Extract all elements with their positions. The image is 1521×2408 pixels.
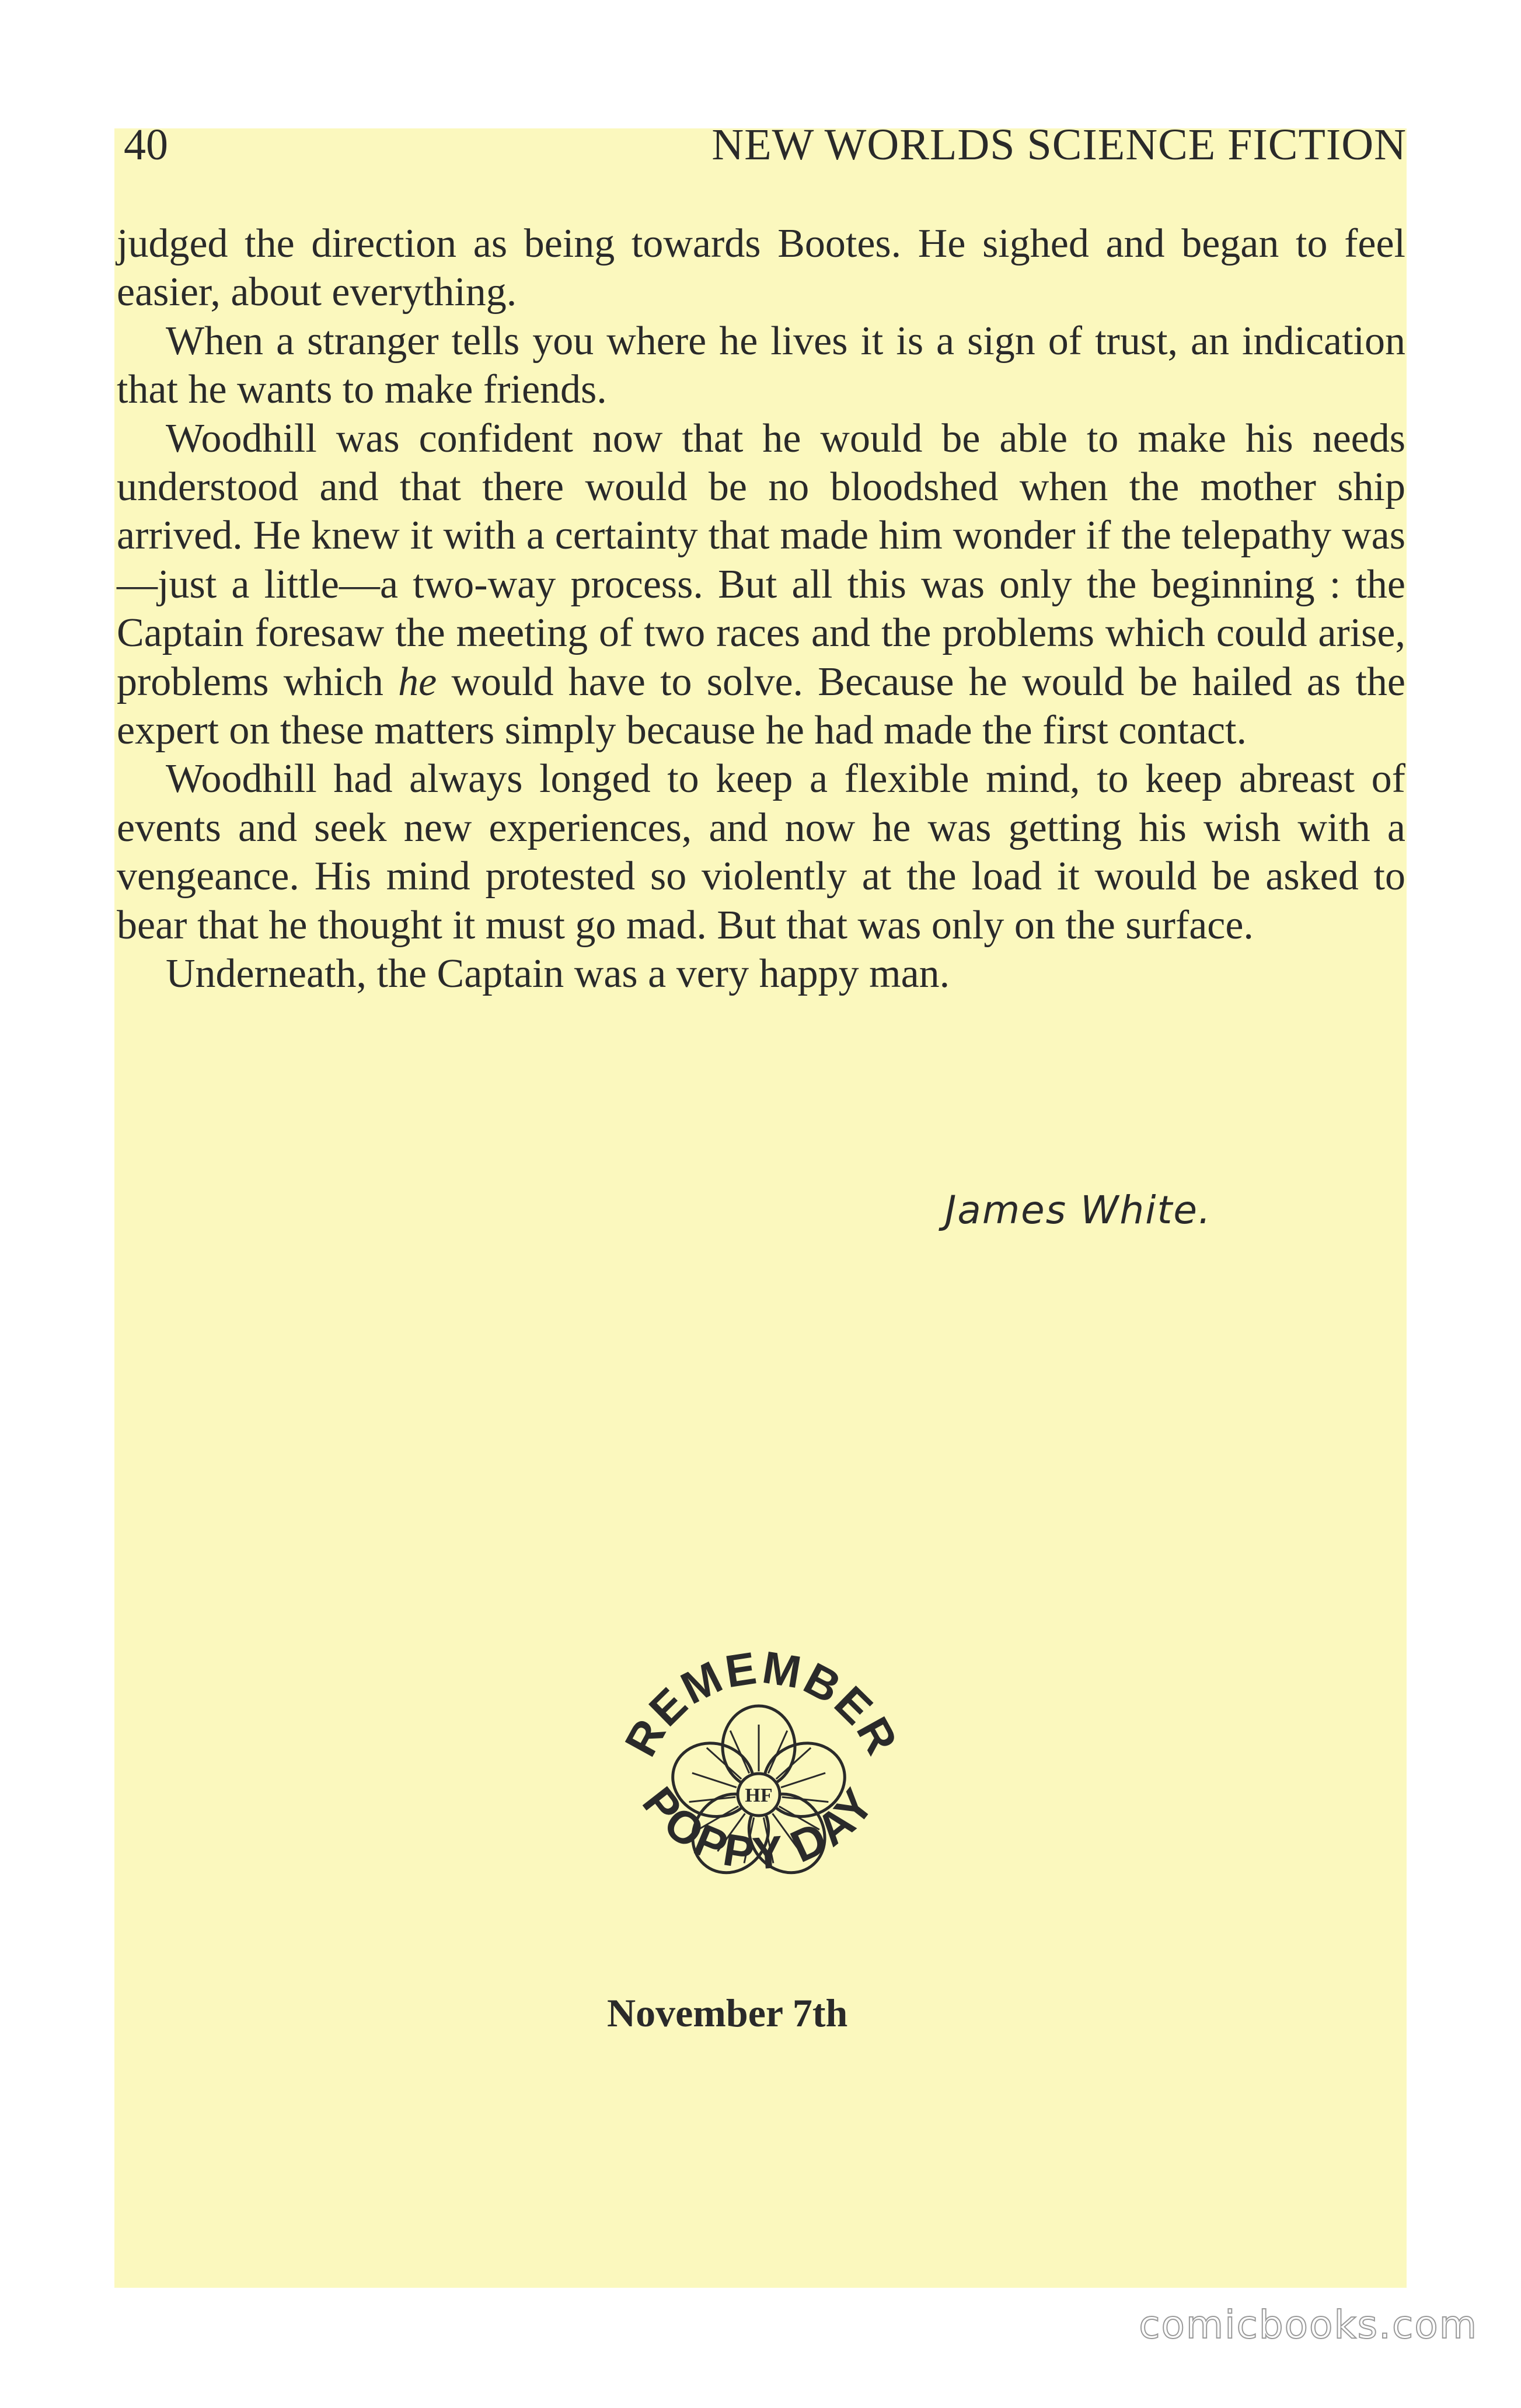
poppy-day-emblem <box>598 1625 919 1964</box>
paragraph-5: Underneath, the Captain was a very happy man. <box>166 951 950 997</box>
paragraph-3 <box>117 414 1405 755</box>
emphasis-he: he <box>398 659 437 704</box>
poppy-flower-icon <box>598 1625 919 1964</box>
story-text <box>117 219 1405 999</box>
running-head: NEW WORLDS SCIENCE FICTION <box>711 120 1407 169</box>
poppy-day-date: November 7th <box>607 1991 848 2035</box>
page-number: 40 <box>124 120 168 169</box>
author-signature: James White. <box>944 1188 1212 1233</box>
paragraph-3-continued: would have to solve. Because he would be hailed as the expert on these matters simply because he had made the first contact. <box>117 659 1406 753</box>
watermark: comicbooks.com <box>1139 2302 1478 2347</box>
poppy-center-mark: HF <box>745 1785 773 1806</box>
poppy-bottom-text: POPPY DAY <box>633 1777 885 1880</box>
page-header <box>124 120 1407 178</box>
poppy-top-text: REMEMBER <box>615 1641 909 1765</box>
paragraph-3-text: Woodhill was confident now that he would be able to make his needs understood and that there would be no bloodshed when the mother ship arrived. He knew it with a certainty that made him wonder if the telepathy was—just a little—a two-way process. But all this was only the beginning : the Captain foresaw the meeting of two races and the problems which could arise, problems which <box>117 416 1405 704</box>
paragraph-2: When a stranger tells you where he lives it is a sign of trust, an indication that he wants to make friends. <box>117 318 1405 413</box>
paragraph-4: Woodhill had always longed to keep a flexible mind, to keep abreast of events and seek new experiences, and now he was getting his wish with a vengeance. His mind protested so violently at the load it would be asked to bear that he thought it must go mad. But that was only on the surface. <box>117 756 1405 948</box>
svg-text:REMEMBER <box>615 1641 909 1764</box>
paragraph-1: judged the direction as being towards Bootes. He sighed and began to feel easier, about everything. <box>117 221 1405 315</box>
